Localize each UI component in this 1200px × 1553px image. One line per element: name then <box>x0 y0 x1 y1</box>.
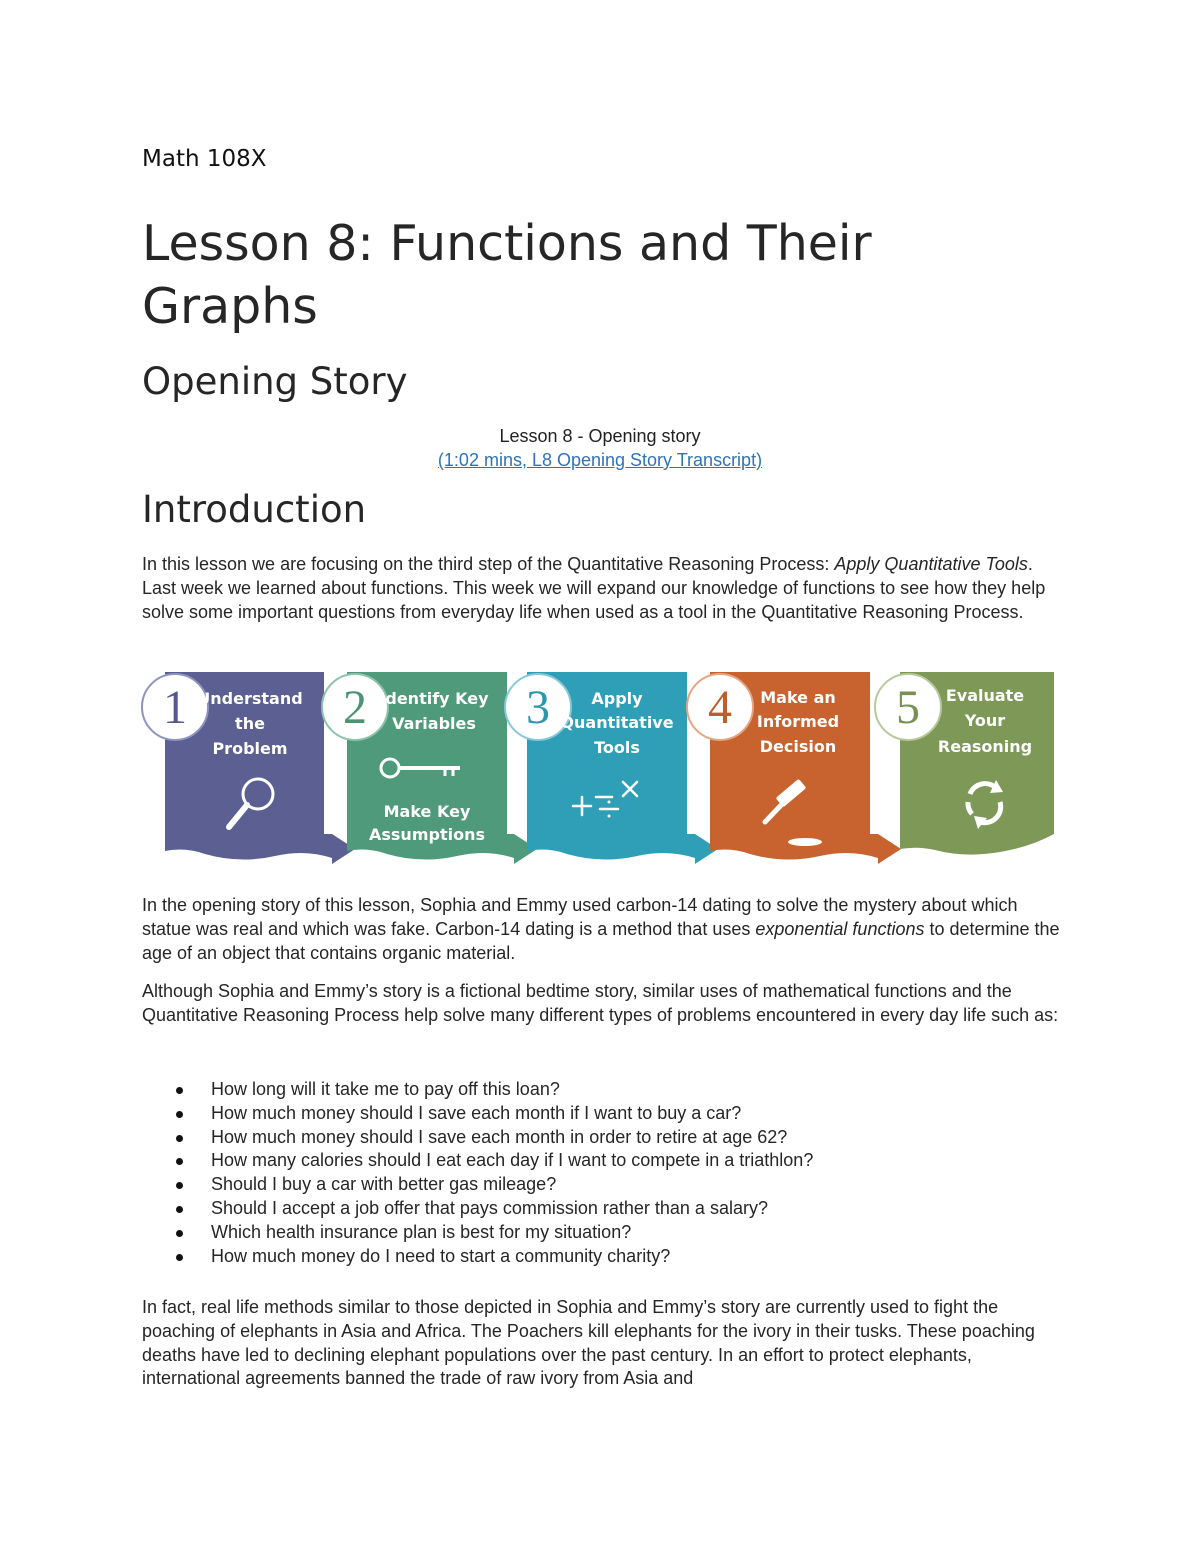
list-item: How much money should I save each month if I want to buy a car? <box>142 1102 1062 1126</box>
emphasis-text: exponential functions <box>755 918 925 939</box>
introduction-heading: Introduction <box>142 488 367 531</box>
step-3-line-2: Quantitative <box>560 713 674 732</box>
intro-paragraph-4: In fact, real life methods similar to those depicted in Sophia and Emmy’s story are currently used to fight the poaching of elephants in Asia and Africa. The Poachers kill elephants for the ivory in their tusks. These poaching deaths have led to declining elephant populations over the past century. In an effort to protect elephants, international agreements banned the trade of raw ivory from Asia and <box>142 1297 1035 1389</box>
step-2-extra-line-2: Assumptions <box>369 825 485 844</box>
opening-story-heading: Opening Story <box>142 360 408 403</box>
step-4-line-3: Decision <box>759 737 837 756</box>
step-4-card <box>687 672 901 864</box>
intro-paragraph-3: Although Sophia and Emmy’s story is a fictional bedtime story, similar uses of mathematical functions and the Quantitative Reasoning Process help solve many different types of problems encountered in every day life such as: <box>142 981 1059 1025</box>
step-1-line-3: Problem <box>212 739 288 758</box>
opening-story-video <box>142 424 1058 472</box>
video-title: Lesson 8 - Opening story <box>499 426 701 446</box>
list-item: How long will it take me to pay off this loan? <box>142 1078 1062 1102</box>
step-5-line-1: Evaluate <box>945 686 1025 705</box>
step-4-line-2: Informed <box>756 712 840 731</box>
lesson-title: Lesson 8: Functions and Their Graphs <box>142 215 872 335</box>
course-label: Math 108X <box>142 146 267 172</box>
step-3-card <box>505 672 718 864</box>
step-3-line-1: Apply <box>591 689 643 708</box>
text-run: . Last week we learned about functions. This week we will expand our knowledge of functions to see how they help solve some important questions from everyday life when used as a tool in the Quantitative Reasoning Process. <box>142 554 1046 622</box>
list-item: Which health insurance plan is best for my situation? <box>142 1221 1062 1245</box>
step-4-number: 4 <box>708 681 732 734</box>
text-run: to determine the age of an object that contains organic material. <box>142 918 1060 963</box>
text-run: In this lesson we are focusing on the third step of the Quantitative Reasoning Process: <box>142 554 835 574</box>
step-5-line-2: Your <box>964 711 1006 730</box>
step-2-extra-line-1: Make Key <box>383 802 471 821</box>
step-1-line-1: Understand <box>197 689 303 708</box>
quantitative-reasoning-process-graphic <box>140 664 1060 870</box>
step-1-number: 1 <box>163 681 187 734</box>
step-2-line-2: Variables <box>392 714 476 733</box>
list-item: Should I accept a job offer that pays commission rather than a salary? <box>142 1197 1062 1221</box>
step-2-line-1: Identify Key <box>379 689 489 708</box>
step-1-line-2: the <box>235 714 265 733</box>
text-run: In the opening story of this lesson, Sophia and Emmy used carbon-14 dating to solve the mystery about which statue was real and which was fake. Carbon-14 dating is a method that uses <box>142 895 1018 939</box>
step-5-card <box>875 672 1054 855</box>
step-5-number: 5 <box>896 681 920 734</box>
intro-paragraph-2 <box>142 894 1062 965</box>
intro-paragraph-1 <box>142 553 1062 624</box>
step-5-line-3: Reasoning <box>937 737 1033 756</box>
emphasis-text: Apply Quantitative Tools <box>834 554 1028 574</box>
step-3-line-3: Tools <box>594 738 640 757</box>
step-3-number: 3 <box>526 681 550 734</box>
list-item: Should I buy a car with better gas mileage? <box>142 1173 1062 1197</box>
list-item: How much money do I need to start a community charity? <box>142 1245 1062 1269</box>
step-2-number: 2 <box>343 681 367 734</box>
list-item: How many calories should I eat each day if I want to compete in a triathlon? <box>142 1149 1062 1173</box>
questions-list <box>142 1078 1062 1268</box>
transcript-link[interactable]: (1:02 mins, L8 Opening Story Transcript) <box>437 450 763 470</box>
step-4-line-1: Make an <box>760 688 836 707</box>
list-item: How much money should I save each month in order to retire at age 62? <box>142 1126 1062 1150</box>
